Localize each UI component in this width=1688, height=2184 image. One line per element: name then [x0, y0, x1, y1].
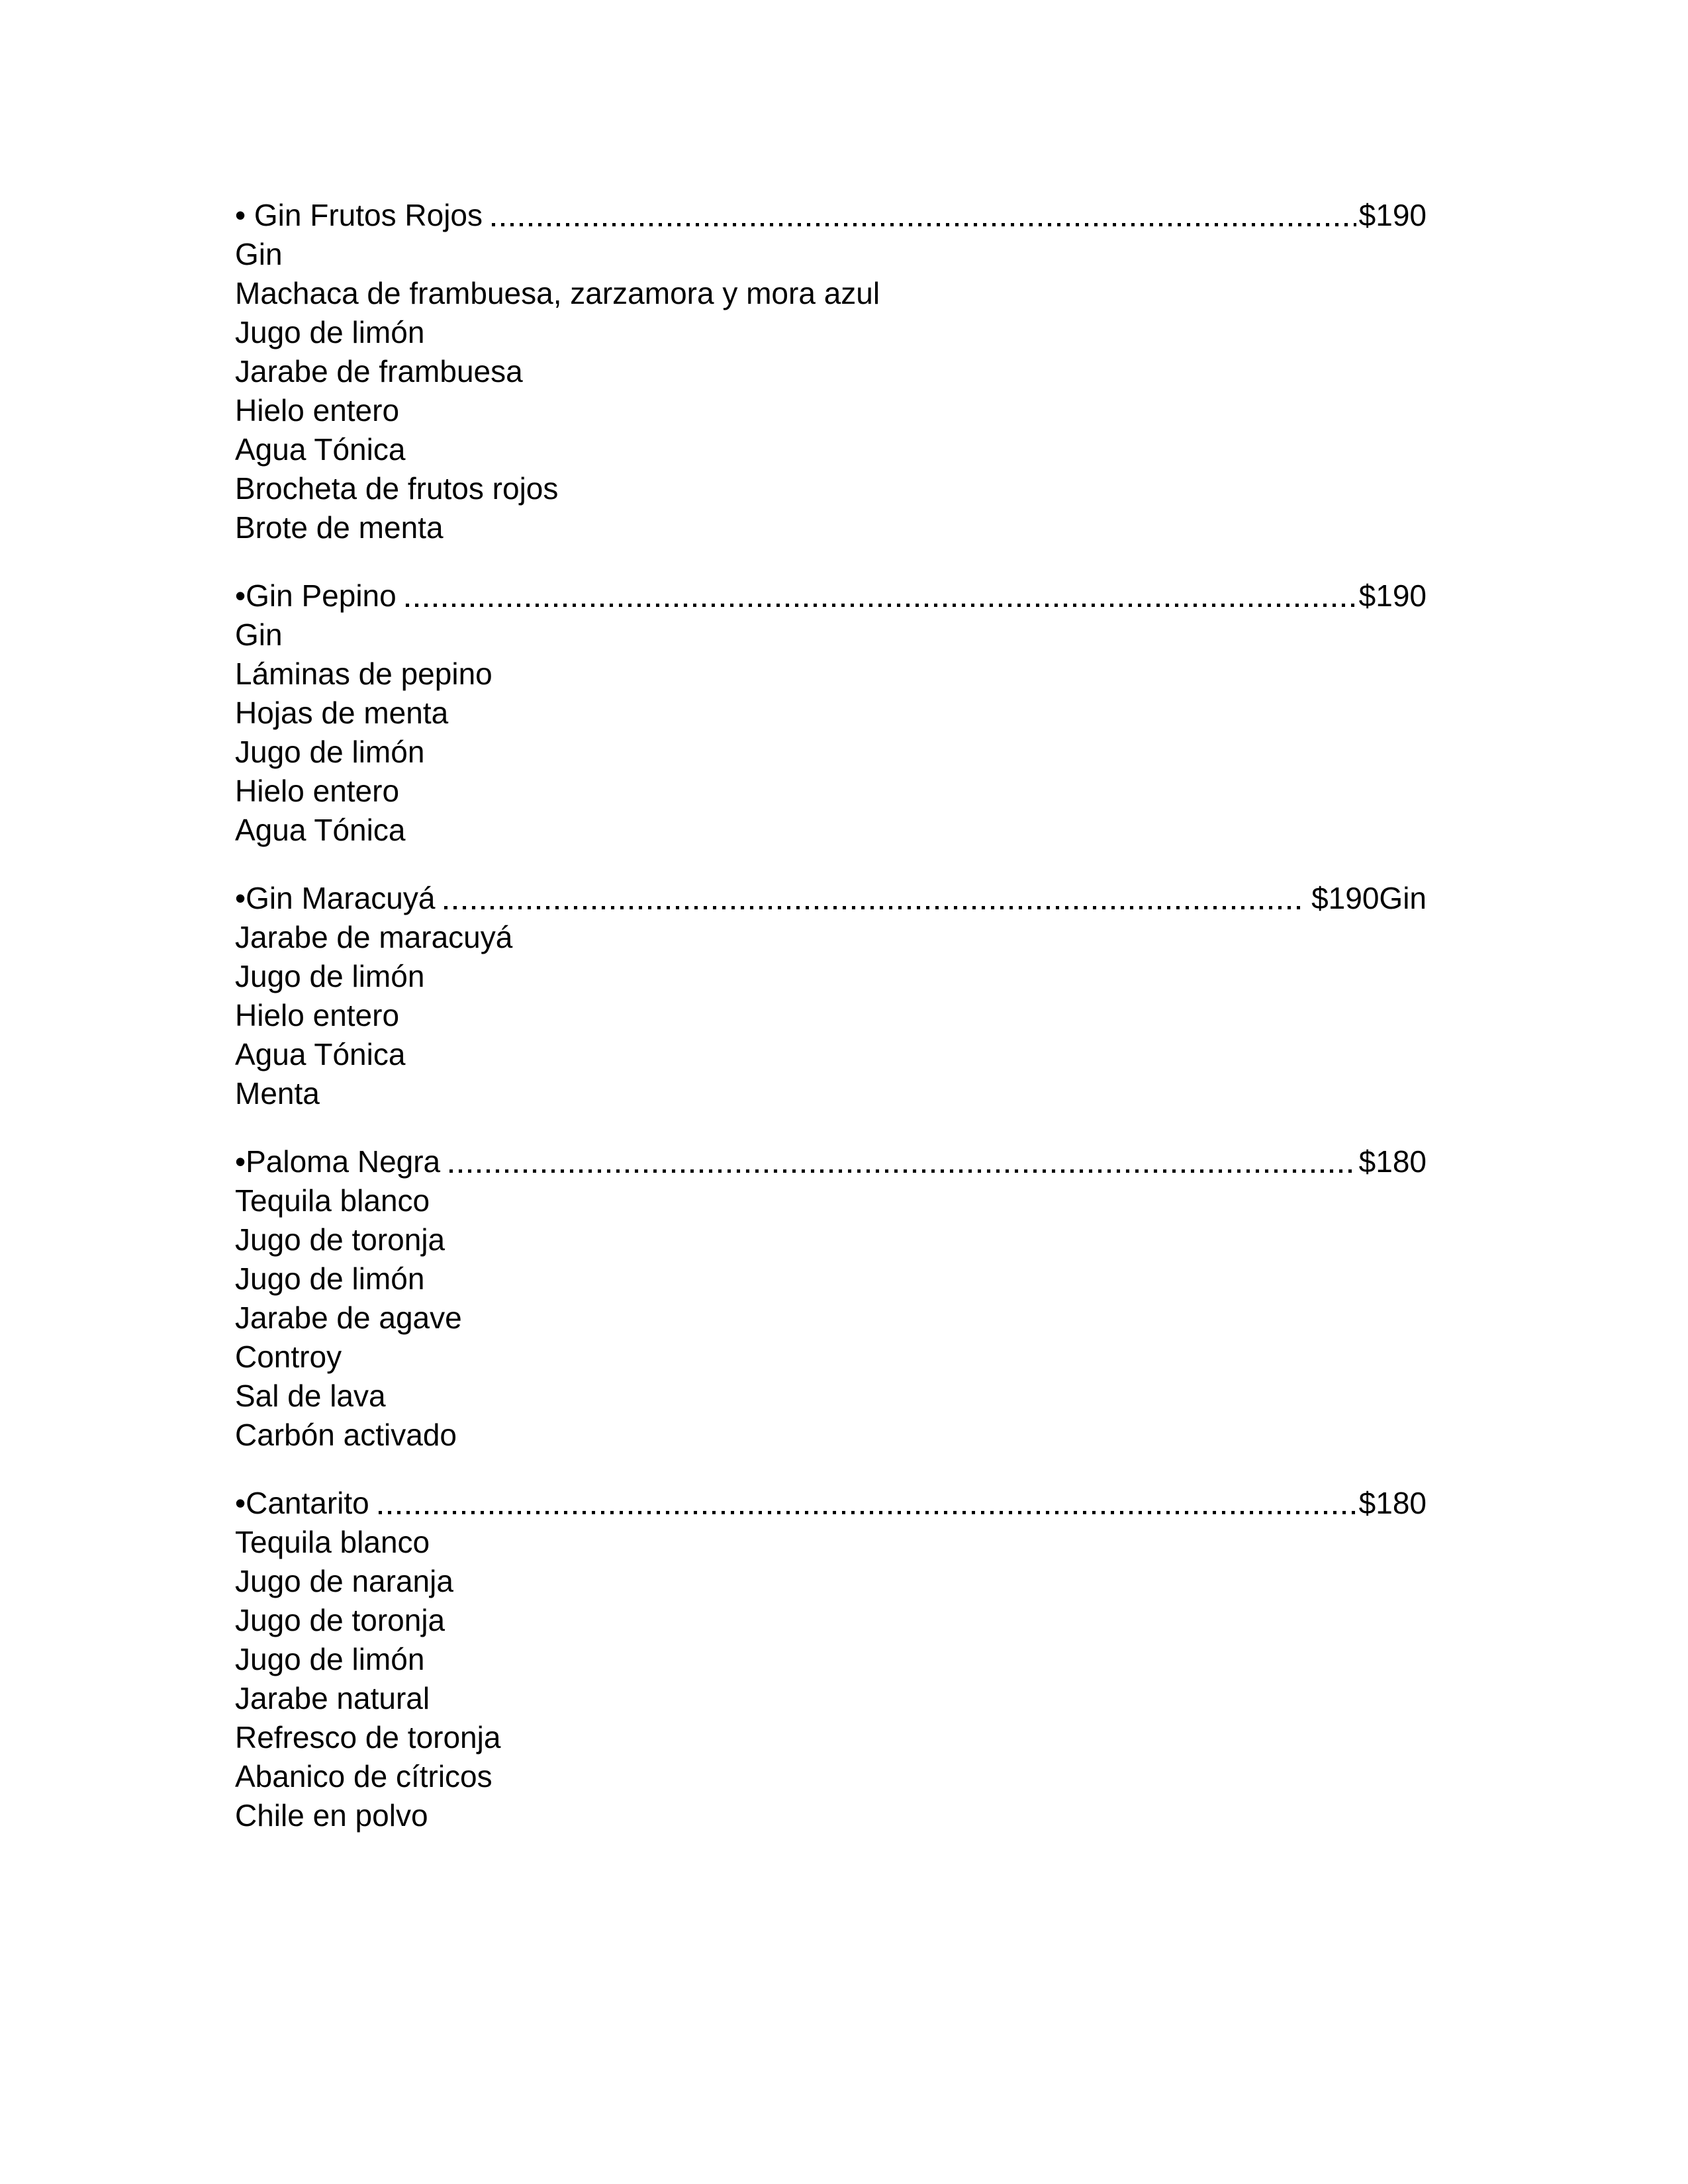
ingredient-line: Jarabe de frambuesa	[235, 354, 523, 388]
dotted-leader	[444, 906, 1300, 909]
menu-content	[235, 196, 1427, 1835]
menu-item-header	[235, 576, 1427, 615]
ingredient-line: Jugo de limón	[235, 1642, 425, 1676]
menu-item-title: •Gin Maracuyá	[235, 881, 436, 915]
menu-item-header	[235, 196, 1427, 235]
ingredient-line: Agua Tónica	[235, 813, 406, 847]
ingredient-line: Tequila blanco	[235, 1525, 430, 1559]
ingredient-line: Jugo de limón	[235, 735, 425, 769]
menu-item-price: $180	[1358, 1486, 1427, 1520]
dotted-leader	[406, 604, 1356, 607]
ingredient-line: Carbón activado	[235, 1418, 457, 1452]
ingredient-line: Jugo de naranja	[235, 1564, 453, 1598]
ingredient-line: Gin	[235, 237, 283, 271]
ingredient-line: Agua Tónica	[235, 1037, 406, 1071]
ingredient-line: Brote de menta	[235, 510, 444, 545]
ingredient-line: Abanico de cítricos	[235, 1759, 492, 1794]
ingredient-line: Refresco de toronja	[235, 1720, 501, 1754]
ingredient-line: Jarabe de maracuyá	[235, 920, 513, 954]
menu-item	[235, 576, 1427, 850]
menu-item-price: $180	[1358, 1144, 1427, 1179]
menu-item	[235, 1484, 1427, 1835]
ingredient-line: Hielo entero	[235, 393, 400, 428]
ingredient-line: Jarabe natural	[235, 1681, 430, 1715]
ingredient-line: Machaca de frambuesa, zarzamora y mora azul	[235, 276, 880, 310]
ingredient-line: Jarabe de agave	[235, 1300, 462, 1335]
menu-item-title: •Gin Pepino	[235, 578, 397, 613]
menu-item-price: $190	[1358, 578, 1427, 613]
ingredient-line: Jugo de limón	[235, 959, 425, 993]
ingredient-line: Jugo de limón	[235, 1261, 425, 1296]
dotted-leader	[379, 1511, 1356, 1514]
menu-item-header	[235, 1142, 1427, 1181]
ingredient-line: Menta	[235, 1076, 320, 1111]
ingredient-line: Agua Tónica	[235, 432, 406, 467]
ingredient-line: Gin	[235, 617, 283, 652]
menu-item-price: $190	[1358, 198, 1427, 232]
ingredient-line: Tequila blanco	[235, 1183, 430, 1218]
ingredient-line: Controy	[235, 1340, 342, 1374]
menu-item-title: •Cantarito	[235, 1486, 369, 1520]
ingredient-line: Jugo de toronja	[235, 1222, 445, 1257]
ingredient-line: Chile en polvo	[235, 1798, 428, 1833]
menu-item-price: $190Gin	[1303, 881, 1427, 915]
menu-item-header	[235, 879, 1427, 918]
dotted-leader	[492, 223, 1356, 226]
ingredient-line: Jugo de limón	[235, 315, 425, 349]
menu-item	[235, 196, 1427, 547]
ingredient-line: Jugo de toronja	[235, 1603, 445, 1637]
menu-item-title: •Paloma Negra	[235, 1144, 441, 1179]
menu-item-title: • Gin Frutos Rojos	[235, 198, 483, 232]
ingredient-line: Sal de lava	[235, 1379, 386, 1413]
ingredient-line: Brocheta de frutos rojos	[235, 471, 559, 506]
menu-item	[235, 879, 1427, 1113]
ingredient-line: Láminas de pepino	[235, 657, 492, 691]
ingredient-line: Hielo entero	[235, 998, 400, 1032]
menu-item-header	[235, 1484, 1427, 1523]
menu-item	[235, 1142, 1427, 1455]
dotted-leader	[449, 1169, 1356, 1173]
ingredient-line: Hielo entero	[235, 774, 400, 808]
ingredient-line: Hojas de menta	[235, 696, 449, 730]
